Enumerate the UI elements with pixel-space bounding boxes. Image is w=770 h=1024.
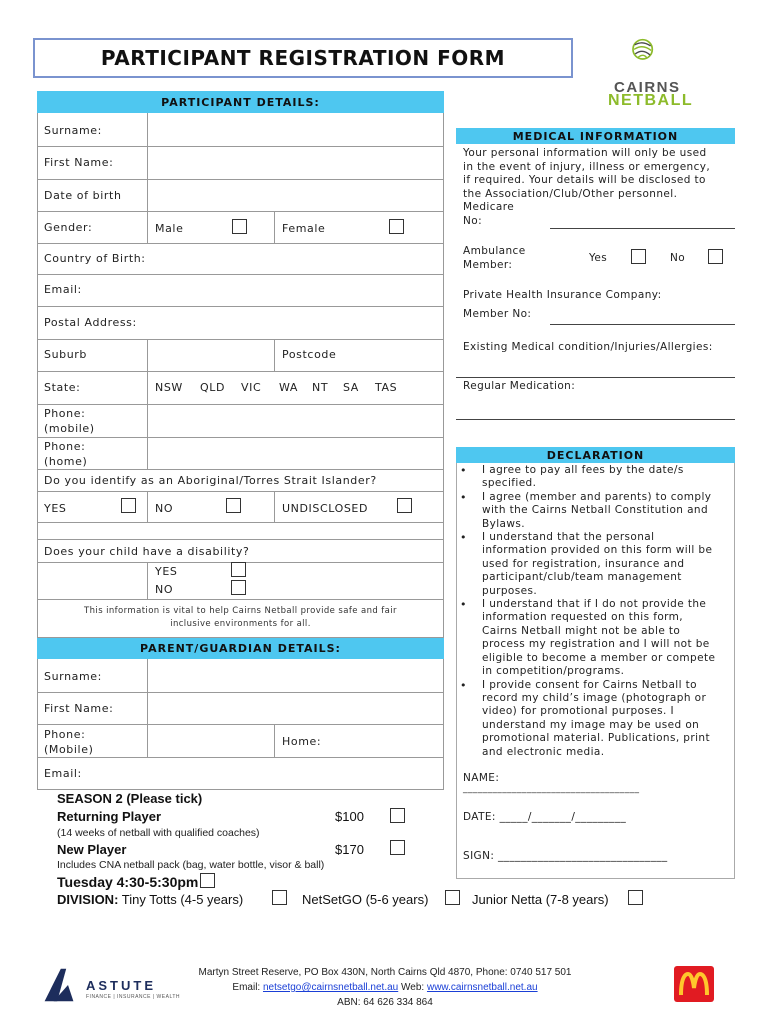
aboriginal-undisclosed-checkbox[interactable]	[397, 498, 412, 513]
disability-no-label: NO	[155, 583, 174, 596]
astute-logo-icon	[40, 967, 78, 1003]
declaration-date[interactable]: DATE: _____/_______/_________	[463, 811, 627, 823]
info-note: This information is vital to help Cairns Netball provide safe and fair inclusive environments for all.	[84, 606, 397, 629]
ambulance-yes-checkbox[interactable]	[631, 249, 646, 264]
participant-heading: PARTICIPANT DETAILS:	[37, 91, 444, 113]
session-time: Tuesday 4:30-5:30pm	[57, 874, 199, 890]
state-qld[interactable]: QLD	[200, 381, 226, 394]
form-title: PARTICIPANT REGISTRATION FORM	[100, 46, 506, 70]
suburb-label: Suburb	[44, 348, 88, 361]
state-nt[interactable]: NT	[312, 381, 329, 394]
dob-label: Date of birth	[44, 189, 122, 202]
existing-condition-label: Existing Medical condition/Injuries/Allergies:	[463, 341, 713, 353]
new-note: Includes CNA netball pack (bag, water bottle, visor & ball)	[57, 859, 325, 871]
form-title-box	[33, 38, 573, 78]
ambulance-yes-label: Yes	[589, 252, 608, 264]
division-row	[57, 892, 243, 907]
surname-label: Surname:	[44, 124, 102, 137]
disability-yes-checkbox[interactable]	[231, 562, 246, 577]
division-junior-netta: Junior Netta (7-8 years)	[472, 892, 609, 907]
declaration-item: • I understand that the personal information provided on this form will be used for registration, insurance and participant/club/team management purposes.	[456, 531, 728, 598]
ambulance-label: Ambulance Member:	[463, 245, 526, 271]
country-label: Country of Birth:	[44, 252, 146, 265]
guardian-surname-label: Surname:	[44, 670, 102, 683]
session-time-checkbox[interactable]	[200, 873, 215, 888]
division-label: DIVISION:	[57, 892, 119, 907]
disability-no-checkbox[interactable]	[231, 580, 246, 595]
new-price: $170	[335, 842, 364, 857]
male-label: Male	[155, 222, 184, 235]
returning-player-label: Returning Player	[57, 809, 162, 824]
disability-yes-label: YES	[155, 565, 178, 578]
cairns-netball-logo-icon	[624, 38, 684, 80]
footer-address: Martyn Street Reserve, PO Box 430N, North Cairns Qld 4870, Phone: 0740 517 501	[198, 967, 572, 978]
netsetgo-checkbox[interactable]	[445, 890, 460, 905]
sponsor-sub: FINANCE | INSURANCE | WEALTH	[86, 994, 181, 1000]
state-tas[interactable]: TAS	[375, 381, 398, 394]
declaration-heading: DECLARATION	[456, 447, 735, 463]
dob-field[interactable]	[148, 180, 443, 211]
aboriginal-yes-checkbox[interactable]	[121, 498, 136, 513]
aboriginal-no-label: NO	[155, 502, 174, 515]
member-no-label: Member No:	[463, 308, 532, 320]
suburb-field[interactable]	[148, 340, 274, 371]
medical-heading: MEDICAL INFORMATION	[456, 128, 735, 144]
aboriginal-undisclosed-label: UNDISCLOSED	[282, 502, 369, 515]
declaration-sign[interactable]: SIGN: ______________________________	[463, 850, 668, 862]
medicare-label: Medicare No:	[463, 201, 515, 227]
male-checkbox[interactable]	[232, 219, 247, 234]
medical-intro: Your personal information will only be used in the event of injury, illness or emergency, if required. Your details will be disclosed to the Association/Club/Other personnel.	[463, 147, 711, 200]
state-sa[interactable]: SA	[343, 381, 359, 394]
division-tiny-totts: Tiny Totts (4-5 years)	[121, 892, 244, 907]
guardian-first-name-field[interactable]	[148, 693, 443, 724]
declaration-item: • I provide consent for Cairns Netball to record my child’s image (photograph or video) for promotional purposes. I understand my image may be used on promotional material. Publications, print and electronic media.	[456, 679, 728, 759]
returning-price: $100	[335, 809, 364, 824]
ambulance-no-label: No	[670, 252, 686, 264]
aboriginal-no-checkbox[interactable]	[226, 498, 241, 513]
state-nsw[interactable]: NSW	[155, 381, 183, 394]
phone-mobile-label: Phone: (mobile)	[44, 407, 95, 435]
guardian-heading: PARENT/GUARDIAN DETAILS:	[37, 638, 444, 659]
disability-question: Does your child have a disability?	[44, 545, 250, 558]
footer-contact: Email: netsetgo@cairnsnetball.net.au Web: www.cairnsnetball.net.au	[232, 982, 538, 993]
declaration-name-label: NAME:	[463, 772, 500, 784]
female-checkbox[interactable]	[389, 219, 404, 234]
aboriginal-yes-label: YES	[44, 502, 67, 515]
medicare-line[interactable]	[550, 228, 735, 229]
sponsor-name: ASTUTE	[86, 978, 156, 993]
aboriginal-question: Do you identify as an Aboriginal/Torres Strait Islander?	[44, 474, 377, 487]
member-no-line[interactable]	[550, 324, 735, 325]
postcode-label: Postcode	[282, 348, 337, 361]
returning-note: (14 weeks of netball with qualified coaches)	[57, 827, 260, 839]
phone-home-label: Phone: (home)	[44, 440, 88, 468]
returning-player-checkbox[interactable]	[390, 808, 405, 823]
guardian-first-name-label: First Name:	[44, 702, 114, 715]
guardian-surname-field[interactable]	[148, 660, 443, 692]
footer-abn: ABN: 64 626 334 864	[337, 997, 433, 1008]
footer-email-link[interactable]: netsetgo@cairnsnetball.net.au	[262, 982, 399, 993]
declaration-item: • I agree (member and parents) to comply with the Cairns Netball Constitution and Bylaws.	[456, 491, 728, 531]
mcdonalds-logo-icon	[674, 966, 714, 1002]
existing-condition-line[interactable]	[456, 377, 735, 378]
declaration-name-line[interactable]: ____________________________________	[463, 784, 640, 794]
footer-web-link[interactable]: www.cairnsnetball.net.au	[426, 982, 538, 993]
regular-medication-label: Regular Medication:	[463, 380, 576, 392]
email-label: Email:	[44, 283, 82, 296]
logo-line2: NETBALL	[608, 92, 694, 109]
guardian-email-label: Email:	[44, 767, 82, 780]
declaration-list	[456, 464, 728, 759]
state-label: State:	[44, 381, 81, 394]
postal-label: Postal Address:	[44, 316, 137, 329]
season-heading: SEASON 2 (Please tick)	[57, 791, 203, 806]
tiny-totts-checkbox[interactable]	[272, 890, 287, 905]
regular-medication-line[interactable]	[456, 419, 735, 420]
declaration-item: • I agree to pay all fees by the date/s specified.	[456, 464, 728, 491]
state-wa[interactable]: WA	[279, 381, 298, 394]
female-label: Female	[282, 222, 326, 235]
new-player-label: New Player	[57, 842, 127, 857]
surname-field[interactable]	[148, 114, 443, 146]
gender-label: Gender:	[44, 221, 93, 234]
new-player-checkbox[interactable]	[390, 840, 405, 855]
guardian-home-label: Home:	[282, 735, 322, 748]
guardian-phone-label: Phone: (Mobile)	[44, 728, 94, 756]
private-health-label: Private Health Insurance Company:	[463, 289, 662, 301]
declaration-item: • I understand that if I do not provide the information requested on this form, Cairns Netball might not be able to process my registration and I will not be eligible to become a member or compete in competition/programs.	[456, 598, 728, 678]
first-name-label: First Name:	[44, 156, 114, 169]
first-name-field[interactable]	[148, 147, 443, 179]
ambulance-no-checkbox[interactable]	[708, 249, 723, 264]
state-vic[interactable]: VIC	[241, 381, 262, 394]
logo-line1: CAIRNS	[614, 79, 681, 96]
division-netsetgo: NetSetGO (5-6 years)	[302, 892, 429, 907]
junior-netta-checkbox[interactable]	[628, 890, 643, 905]
